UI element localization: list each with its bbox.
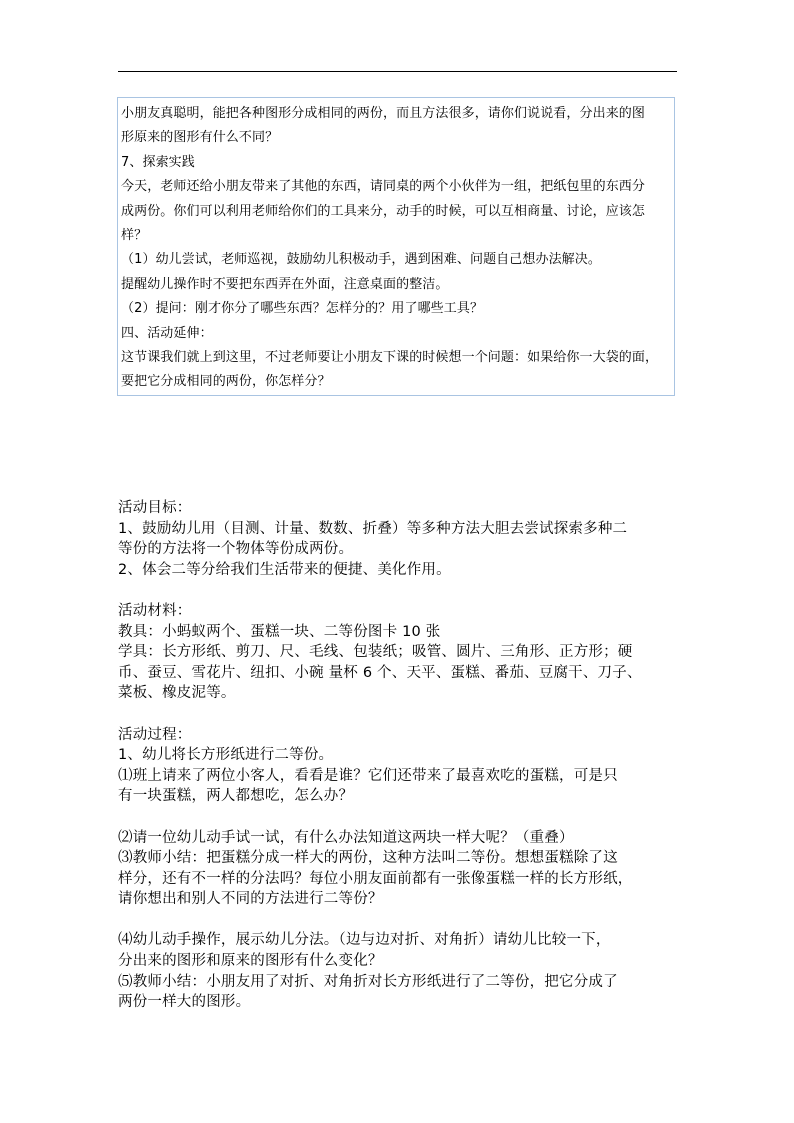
box-paragraph: 今天，老师还给小朋友带来了其他的东西，请同桌的两个小伙伴为一组，把纸包里的东西分 成两份。你们可以利用老师给你们的工具来分，动手的时候，可以互相商量、讨论，应该怎 样？ bbox=[121, 179, 646, 244]
spacer bbox=[118, 580, 688, 601]
goals-heading: 活动目标： bbox=[118, 500, 192, 516]
header-rule bbox=[118, 71, 677, 72]
box-paragraph: （2）提问：刚才你分了哪些东西？怎样分的？用了哪些工具？ bbox=[121, 301, 484, 317]
spacer bbox=[118, 704, 688, 725]
process-heading: 活动过程： bbox=[118, 726, 192, 743]
process-substep: ⑶教师小结：把蛋糕分成一样大的两份，这种方法叫二等份。想想蛋糕除了这 样分，还有不一样的分法吗？每位小朋友面前都有一张像蛋糕一样的长方形纸， 请你想出和别人不同的方法进行二等份？ bbox=[118, 850, 633, 908]
teacher-materials: 教具：小蚂蚁两个、蛋糕一块、二等份图卡 10 张 bbox=[118, 623, 441, 640]
spacer bbox=[118, 807, 688, 828]
spacer bbox=[118, 910, 688, 931]
process-substep: ⑵请一位幼儿动手试一试，有什么办法知道这两块一样大呢？（重叠） bbox=[118, 829, 574, 846]
boxed-text-section bbox=[117, 97, 675, 396]
box-paragraph: （1）幼儿尝试，老师巡视，鼓励幼儿积极动手，遇到困难、问题自己想办法解决。 bbox=[121, 252, 601, 268]
process-substep: ⑴班上请来了两位小客人，看看是谁？它们还带来了最喜欢吃的蛋糕，可是只 有一块蛋糕，两人都想吃，怎么办？ bbox=[118, 767, 618, 805]
box-paragraph: 7、探索实践 bbox=[121, 154, 195, 170]
goal-item: 1、鼓励幼儿用（目测、计量、数数、折叠）等多种方法大胆去尝试探索多种二 等份的方法将一个物体等份成两份。 bbox=[118, 520, 628, 558]
box-paragraph: 提醒幼儿操作时不要把东西弄在外面，注意桌面的整洁。 bbox=[121, 276, 449, 292]
lesson-plan-body bbox=[118, 498, 688, 1013]
process-step: 1、幼儿将长方形纸进行二等份。 bbox=[118, 747, 334, 764]
materials-heading: 活动材料： bbox=[118, 602, 192, 619]
student-materials: 学具：长方形纸、剪刀、尺、毛线、包装纸；吸管、圆片、三角形、正方形；硬 币、蚕豆、雪花片、纽扣、小碗 量杯 6 个、天平、蛋糕、番茄、豆腐干、刀子、 菜板、橡皮泥等。 bbox=[118, 644, 642, 702]
box-paragraph: 小朋友真聪明，能把各种图形分成相同的两份，而且方法很多，请你们说说看，分出来的图 形原来的图形有什么不同？ bbox=[121, 106, 646, 146]
box-paragraph: 四、活动延伸： bbox=[121, 325, 213, 341]
goal-item: 2、体会二等分给我们生活带来的便捷、美化作用。 bbox=[118, 561, 451, 578]
process-substep: ⑸教师小结：小朋友用了对折、对角折对长方形纸进行了二等份，把它分成了 两份一样大的图形。 bbox=[118, 973, 618, 1011]
process-substep: ⑷幼儿动手操作，展示幼儿分法。（边与边对折、对角折）请幼儿比较一下， 分出来的图形和原来的图形有什么变化？ bbox=[118, 932, 611, 970]
box-paragraph: 这节课我们就上到这里，不过老师要让小朋友下课的时候想一个问题：如果给你一大袋的面， 要把它分成相同的两份，你怎样分？ bbox=[121, 350, 659, 390]
